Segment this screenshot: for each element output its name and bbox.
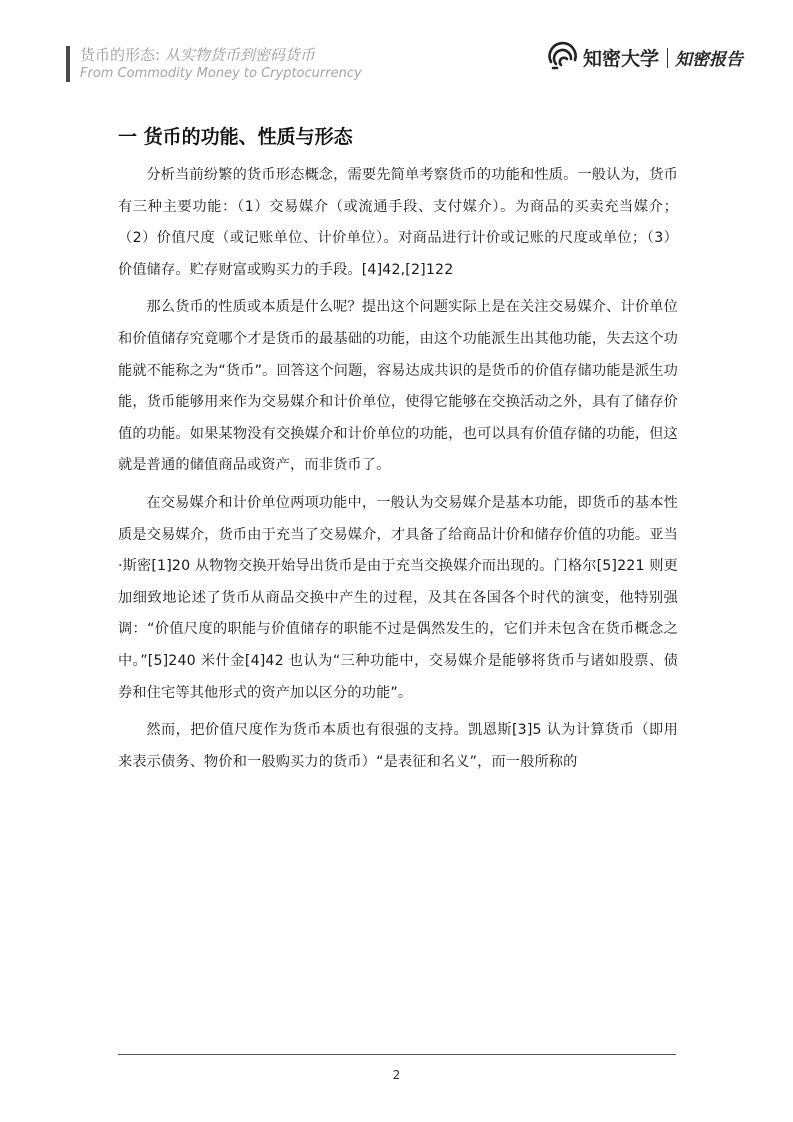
logo-text: 知密大学 <box>583 48 660 70</box>
header-title-cn-prefix: 货币的形态: <box>80 46 161 64</box>
paragraph-unit-of-account: 然而，把价值尺度作为货币本质也有很强的支持。凯恩斯[3]5 认为计算货币（即用来表示债务、物价和一般购买力的货币）“是表征和名义”，而一般所称的 <box>118 722 678 770</box>
section-title: 一 货币的功能、性质与形态 <box>118 126 353 148</box>
fingerprint-icon <box>545 38 581 74</box>
header-title-cn <box>80 44 315 65</box>
header-accent-bar <box>66 46 70 82</box>
brand-logo <box>545 38 745 78</box>
page-number: 2 <box>392 1068 401 1082</box>
paragraph-functions: 分析当前纷繁的货币形态概念，需要先简单考察货币的功能和性质。一般认为，货币有三种主要功能：（1）交易媒介（或流通手段、支付媒介）。为商品的买卖充当媒介；（2）价值尺度（或记账单位、计价单位）。对商品进行计价或记账的尺度或单位；（3）价值储存。贮存财富或购买力的手段。[4]42,[2]122 <box>118 167 678 278</box>
footer-divider <box>118 1054 676 1055</box>
paragraph-medium-of-exchange: 在交易媒介和计价单位两项功能中，一般认为交易媒介是基本功能，即货币的基本性质是交易媒介，货币由于充当了交易媒介，才具备了给商品计价和储存价值的功能。亚当·斯密[1]20 从物物交换开始导出货币是由于充当交换媒介而出现的。门格尔[5]221 则更加细致地论述了货币从商品交换中产生的过程，及其在各国各个时代的演变，他特别强调：“价值尺度的职能与价值储存的职能不过是偶然发生的，它们并未包含在货币概念之中。”[5]240 米什金[4]42 也认为“三种功能中，交易媒介是能够将货币与诸如股票、债券和住宅等其他形式的资产加以区分的功能”。 <box>118 494 678 701</box>
header-title-cn-rest: 从实物货币到密码货币 <box>164 46 315 64</box>
body-text <box>118 160 678 778</box>
logo-subtext: 知密报告 <box>675 50 743 70</box>
paragraph-nature: 那么货币的性质或本质是什么呢？提出这个问题实际上是在关注交易媒介、计价单位和价值储存究竟哪个才是货币的最基础的功能，由这个功能派生出其他功能，失去这个功能就不能称之为“货币”。回答这个问题，容易达成共识的是货币的价值存储功能是派生功能，货币能够用来作为交易媒介和计价单位，使得它能够在交换活动之外，具有了储存价值的功能。如果某物没有交换媒介和计价单位的功能，也可以具有价值存储的功能，但这就是普通的储值商品或资产，而非货币了。 <box>118 299 678 474</box>
header-title-en: From Commodity Money to Cryptocurrency <box>80 66 362 81</box>
logo-separator <box>667 48 668 68</box>
